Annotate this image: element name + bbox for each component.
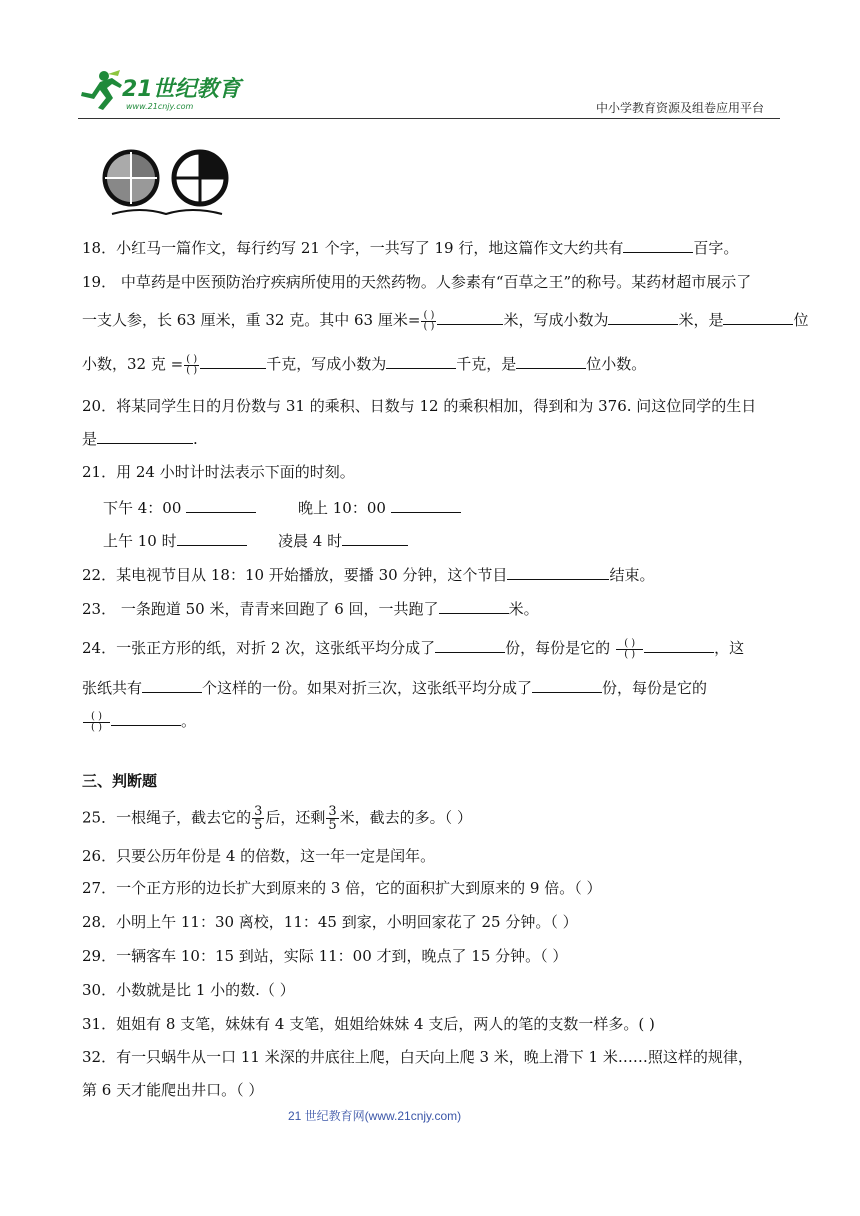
q24-text: ，这 xyxy=(714,639,745,657)
question-20-line-1: 20．将某同学生日的月份数与 31 的乘积、日数与 12 的乘积相加，得到和为 376. 问这位同学的生日 xyxy=(82,397,757,415)
answer-blank[interactable] xyxy=(507,564,609,580)
answer-blank[interactable] xyxy=(200,353,266,369)
question-21-item-b xyxy=(298,497,461,518)
q23-text: 23． 一条跑道 50 米，青青来回跑了 6 回，一共跑了 xyxy=(82,600,439,618)
q25-text: 后，还剩 xyxy=(265,808,326,827)
question-32-line-2: 第 6 天才能爬出井口。（ ） xyxy=(82,1081,264,1099)
q20-text: 是 xyxy=(82,430,98,448)
question-21-item-d xyxy=(278,530,408,551)
q24-text: 个这样的一份。如果对折三次，这张纸平均分成了 xyxy=(202,679,533,697)
question-23 xyxy=(82,598,539,619)
question-31: 31．姐姐有 8 支笔，妹妹有 4 支笔，姐姐给妹妹 4 支后，两人的笔的支数一样多。( ) xyxy=(82,1015,655,1033)
fraction-blank[interactable] xyxy=(616,639,643,660)
answer-blank[interactable] xyxy=(516,353,586,369)
answer-blank[interactable] xyxy=(142,677,202,693)
answer-blank[interactable] xyxy=(177,530,247,546)
question-27: 27．一个正方形的边长扩大到原来的 3 倍，它的面积扩大到原来的 9 倍。（ ） xyxy=(82,879,602,897)
fraction-denominator: ( ) xyxy=(186,364,198,376)
question-25 xyxy=(82,805,472,832)
answer-blank[interactable] xyxy=(391,497,461,513)
q24-text: 。 xyxy=(180,712,196,730)
answer-blank[interactable] xyxy=(608,309,678,325)
answer-blank[interactable] xyxy=(723,309,793,325)
fraction-numerator: ( ) xyxy=(83,712,110,723)
question-20-line-2 xyxy=(82,428,198,449)
q19-text: 米，是 xyxy=(678,311,724,329)
runner-logo-icon xyxy=(78,68,126,112)
answer-blank[interactable] xyxy=(644,637,714,653)
q25-text: 25．一根绳子，截去它的 xyxy=(82,808,252,827)
question-21-line-1: 21．用 24 小时计时法表示下面的时刻。 xyxy=(82,463,355,481)
fraction-numerator: ( ) xyxy=(186,353,198,365)
answer-blank[interactable] xyxy=(386,353,456,369)
question-19-line-3 xyxy=(82,353,646,376)
q19-text: 位 xyxy=(793,311,809,329)
header-rule xyxy=(78,118,780,119)
q19-text: 小数，32 克 = xyxy=(82,355,184,373)
question-22 xyxy=(82,564,654,585)
question-19-line-1: 19． 中草药是中医预防治疗疾病所使用的天然药物。人参素有“百草之王”的称号。某药材超市展示了 xyxy=(82,273,752,291)
platform-name: 中小学教育资源及组卷应用平台 xyxy=(596,101,765,115)
section-heading: 三、判断题 xyxy=(82,772,158,790)
question-19-line-2 xyxy=(82,309,808,332)
footer-link[interactable]: 21 世纪教育网(www.21cnjy.com) xyxy=(288,1109,462,1123)
q22-text: 结束。 xyxy=(609,566,655,584)
question-24-line-2 xyxy=(82,677,707,698)
logo-url: www.21cnjy.com xyxy=(126,102,194,111)
fraction xyxy=(252,805,264,832)
question-32-line-1: 32．有一只蜗牛从一口 11 米深的井底往上爬，白天向上爬 3 米，晚上滑下 1 米……照这样的规律， xyxy=(82,1048,753,1066)
q23-text: 米。 xyxy=(508,600,539,618)
q21-label: 下午 4：00 xyxy=(103,499,182,517)
answer-blank[interactable] xyxy=(623,237,693,253)
q19-text: 千克，是 xyxy=(456,355,517,373)
answer-blank[interactable] xyxy=(111,710,181,726)
q24-text: 份，每份是它的 xyxy=(602,679,708,697)
fraction-blank[interactable] xyxy=(83,712,110,733)
question-26: 26．只要公历年份是 4 的倍数，这一年一定是闰年。 xyxy=(82,847,436,865)
fraction-denominator: 5 xyxy=(254,818,263,833)
logo-title: 21世纪教育 xyxy=(122,77,241,102)
question-21-item-c xyxy=(103,530,247,551)
answer-blank[interactable] xyxy=(435,637,505,653)
answer-blank[interactable] xyxy=(437,309,503,325)
q22-text: 22．某电视节目从 18：10 开始播放，要播 30 分钟，这个节目 xyxy=(82,566,508,584)
q21-label: 上午 10 时 xyxy=(103,532,177,550)
q18-text: 18．小红马一篇作文，每行约写 21 个字，一共写了 19 行，地这篇作文大约共有 xyxy=(82,239,624,257)
question-21-item-a xyxy=(103,497,256,518)
fraction-denominator: ( ) xyxy=(423,320,435,332)
logo xyxy=(78,66,248,116)
fraction-denominator: ( ) xyxy=(624,648,636,660)
q18-tail: 百字。 xyxy=(693,239,739,257)
question-24-line-1 xyxy=(82,637,744,660)
fraction-numerator: ( ) xyxy=(616,639,643,650)
question-18 xyxy=(82,237,738,258)
fraction-blank[interactable] xyxy=(421,311,436,332)
q25-text: 米，截去的多。（ ） xyxy=(339,808,472,827)
fraction-blank[interactable] xyxy=(184,355,199,376)
answer-blank[interactable] xyxy=(439,598,509,614)
q21-label: 晚上 10：00 xyxy=(298,499,386,517)
fraction-denominator: 5 xyxy=(328,818,337,833)
fraction-denominator: ( ) xyxy=(91,721,102,733)
answer-blank[interactable] xyxy=(186,497,256,513)
fraction-numerator: 3 xyxy=(254,804,263,819)
q21-label: 凌晨 4 时 xyxy=(278,532,343,550)
circle-figures xyxy=(100,142,240,222)
answer-blank[interactable] xyxy=(342,530,408,546)
fraction xyxy=(326,805,338,832)
q24-text: 份，每份是它的 xyxy=(505,639,611,657)
q24-text: 24．一张正方形的纸，对折 2 次，这张纸平均分成了 xyxy=(82,639,436,657)
answer-blank[interactable] xyxy=(97,428,193,444)
question-29: 29．一辆客车 10：15 到站，实际 11：00 才到，晚点了 15 分钟。（ ） xyxy=(82,947,568,965)
circle-left-icon xyxy=(105,152,157,204)
question-24-line-3 xyxy=(82,710,196,733)
q20-text: . xyxy=(193,430,198,448)
q24-text: 张纸共有 xyxy=(82,679,143,697)
q19-text: 一支人参，长 63 厘米，重 32 克。其中 63 厘米= xyxy=(82,311,421,329)
question-30: 30．小数就是比 1 小的数.（ ） xyxy=(82,981,295,999)
q19-text: 位小数。 xyxy=(586,355,647,373)
q19-text: 米，写成小数为 xyxy=(503,311,609,329)
fraction-numerator: ( ) xyxy=(423,309,435,321)
q19-text: 千克，写成小数为 xyxy=(266,355,387,373)
circle-right-icon xyxy=(174,152,226,204)
fraction-numerator: 3 xyxy=(328,804,337,819)
question-28: 28．小明上午 11：30 离校，11：45 到家，小明回家花了 25 分钟。（ ） xyxy=(82,913,578,931)
answer-blank[interactable] xyxy=(532,677,602,693)
